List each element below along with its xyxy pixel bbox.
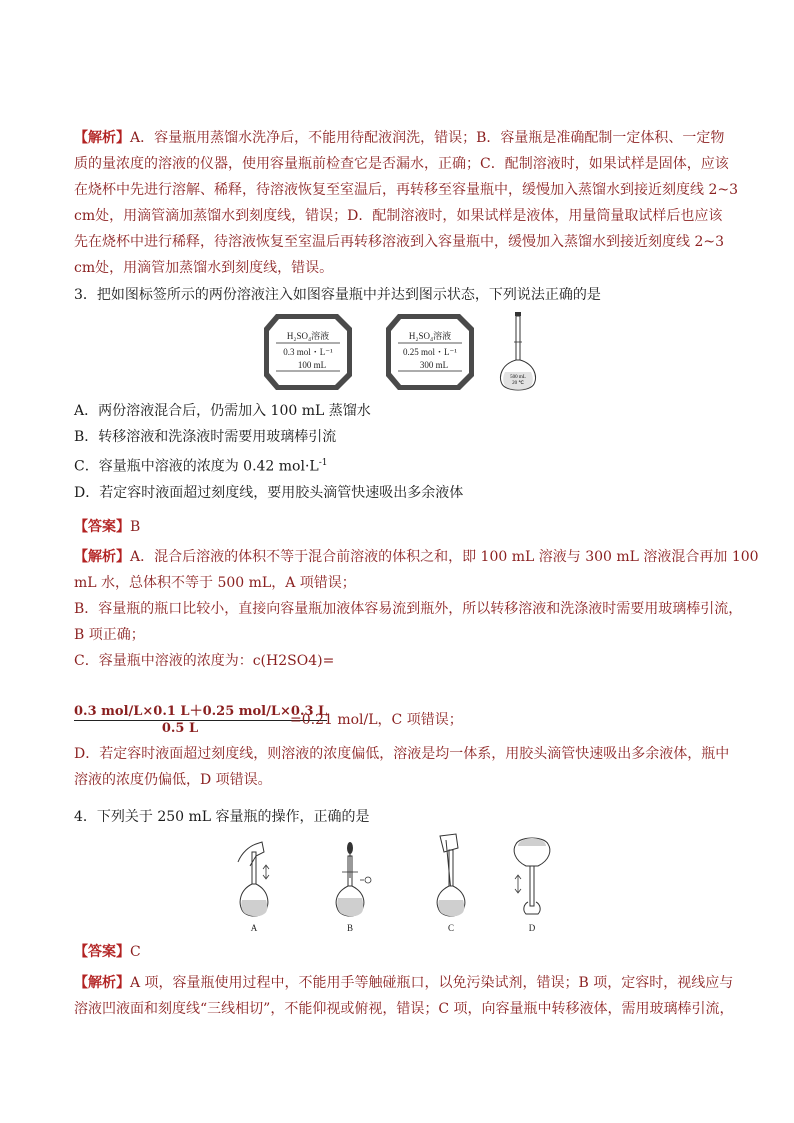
label-1-conc: 0.3 mol・L⁻¹ bbox=[283, 347, 333, 357]
option-b: B．转移溶液和洗涤液时需要用玻璃棒引流 bbox=[74, 429, 337, 445]
answer-value: C bbox=[130, 944, 141, 960]
option-d: D．若定容时液面超过刻度线，要用胶头滴管快速吸出多余液体 bbox=[74, 484, 464, 501]
option-a: A．两份溶液混合后，仍需加入 100 mL 蒸馏水 bbox=[74, 403, 371, 419]
analysis-line: A．混合后溶液的体积不等于混合前溶液的体积之和，即 100 mL 溶液与 300 mL 溶液混合再加 100 bbox=[130, 549, 759, 565]
analysis-line: C．容量瓶中溶液的浓度为：c(H2SO4)= bbox=[74, 653, 335, 669]
label-2-vol: 300 mL bbox=[419, 360, 449, 370]
q3-analysis-cont bbox=[74, 741, 730, 793]
figure-label-c: C bbox=[447, 923, 455, 933]
q3-options bbox=[74, 398, 726, 506]
label-2-conc: 0.25 mol・L⁻¹ bbox=[403, 347, 457, 357]
answer-tag: 【答案】 bbox=[74, 519, 130, 535]
flask-volume: 500 mL bbox=[510, 375, 526, 380]
analysis-tag: 【解析】 bbox=[74, 130, 130, 146]
analysis-line: D．若定容时液面超过刻度线，则溶液的浓度偏低，溶液是均一体系，用胶头滴管快速吸出多余液体，瓶中 bbox=[74, 746, 730, 762]
analysis-line: 溶液的浓度仍偏低，D 项错误。 bbox=[74, 772, 272, 788]
solution-labels-figure bbox=[262, 312, 542, 392]
question-stem: 3．把如图标签所示的两份溶液注入如图容量瓶中并达到图示状态，下列说法正确的是 bbox=[74, 287, 601, 303]
operation-b bbox=[336, 842, 371, 933]
answer-tag: 【答案】 bbox=[74, 944, 130, 960]
analysis-line: cm处，用滴管加蒸馏水到刻度线，错误。 bbox=[74, 260, 334, 276]
option-c: C．容量瓶中溶液的浓度为 0.42 $mol\cdot L^{-1}$ bbox=[74, 458, 328, 475]
analysis-tag: 【解析】 bbox=[74, 975, 130, 991]
concentration-fraction bbox=[74, 700, 463, 736]
analysis-line: cm处，用滴管滴加蒸馏水到刻度线，错误；D．配制溶液时，如果试样是液体，用量筒量取试样后也应该 bbox=[74, 208, 723, 224]
analysis-line: B．容量瓶的瓶口比较小，直接向容量瓶加液体容易流到瓶外，所以转移溶液和洗涤液时需要用玻璃棒引流， bbox=[74, 601, 743, 617]
label-2-title: H₂SO₄溶液 bbox=[408, 331, 452, 341]
answer-value: B bbox=[130, 519, 141, 535]
analysis-line: A 项，容量瓶使用过程中，不能用手等触碰瓶口，以免污染试剂，错误；B 项，定容时，视线应与 bbox=[130, 975, 734, 991]
volumetric-flask bbox=[501, 312, 536, 390]
q2-analysis bbox=[74, 125, 738, 281]
analysis-line: 先在烧杯中进行稀释，待溶液恢复至室温后再转移溶液到入容量瓶中，缓慢加入蒸馏水到接近刻度线 2~3 bbox=[74, 234, 724, 250]
q3-answer bbox=[74, 514, 726, 540]
figure-label-d: D bbox=[528, 923, 536, 933]
q3-figure bbox=[262, 312, 542, 396]
figure-label-a: A bbox=[250, 923, 258, 933]
analysis-line: A．容量瓶用蒸馏水洗净后，不能用待配液润洗，错误；B．容量瓶是准确配制一定体积、一定物 bbox=[130, 130, 725, 146]
fraction-numerator: 0.3 mol/L×0.1 L＋0.25 mol/L×0.3 L bbox=[74, 700, 327, 721]
q3-stem bbox=[74, 282, 726, 308]
label-card-1 bbox=[264, 314, 352, 390]
analysis-line: 质的量浓度的溶液的仪器，使用容量瓶前检查它是否漏水，正确；C．配制溶液时，如果试样是固体，应该 bbox=[74, 156, 729, 172]
operation-c bbox=[437, 834, 465, 933]
q4-answer bbox=[74, 939, 726, 965]
fraction-result: =0.21 mol/L，C 项错误； bbox=[290, 712, 463, 728]
fraction-denominator: 0.5 L bbox=[161, 721, 199, 736]
figure-label-b: B bbox=[346, 923, 354, 933]
analysis-tag: 【解析】 bbox=[74, 549, 130, 565]
q3-analysis bbox=[74, 544, 759, 674]
flask-temp: 20 ℃ bbox=[512, 381, 524, 386]
label-card-2 bbox=[386, 314, 474, 390]
label-1-vol: 100 mL bbox=[297, 360, 327, 370]
q4-analysis bbox=[74, 970, 734, 1022]
q4-stem bbox=[74, 804, 726, 830]
analysis-line: 溶液凹液面和刻度线“三线相切”，不能仰视或俯视，错误；C 项，向容量瓶中转移液体，需用玻璃棒引流， bbox=[74, 1001, 734, 1017]
question-stem: 4．下列关于 250 mL 容量瓶的操作，正确的是 bbox=[74, 809, 370, 825]
analysis-line: 在烧杯中先进行溶解、稀释，待溶液恢复至室温后，再转移至容量瓶中，缓慢加入蒸馏水到接近刻度线 2~3 bbox=[74, 182, 738, 198]
operation-a bbox=[238, 842, 269, 933]
analysis-line: mL 水，总体积不等于 500 mL，A 项错误； bbox=[74, 575, 356, 591]
operation-d bbox=[514, 838, 550, 933]
analysis-line: B 项正确； bbox=[74, 627, 145, 643]
label-1-title: H₂SO₄溶液 bbox=[286, 331, 330, 341]
q4-figure bbox=[232, 832, 562, 940]
flask-operations-figure bbox=[232, 832, 562, 936]
